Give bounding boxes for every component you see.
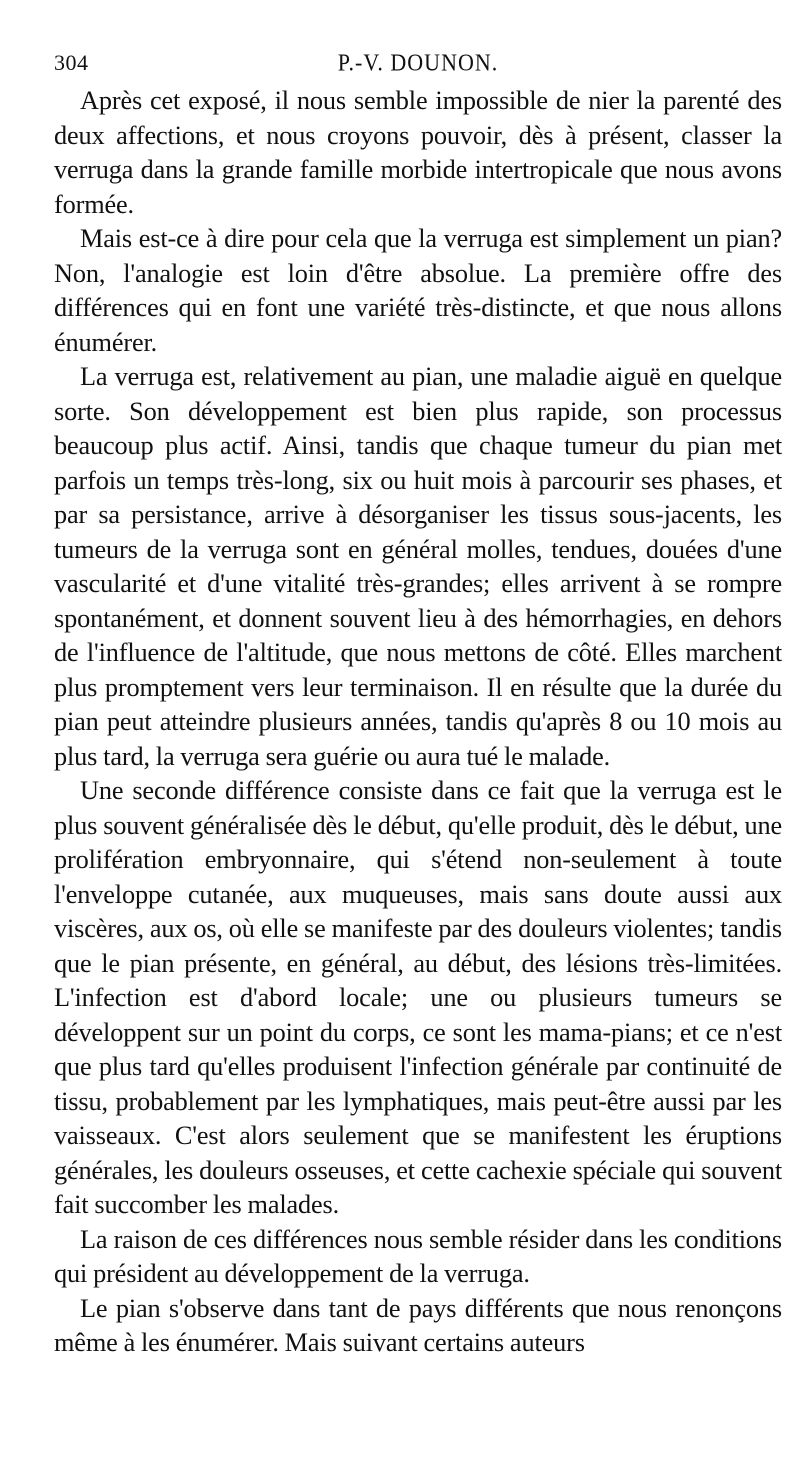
- paragraph: Le pian s'observe dans tant de pays différents que nous renonçons même à les énumérer. Mais suivant certains auteurs: [54, 1293, 782, 1357]
- running-title: P.-V. DOUNON.: [337, 48, 499, 76]
- paragraph: Une seconde différence consiste dans ce fait que la verruga est le plus souvent généralisée dès le début, qu'elle produit, dès le début, une prolifération embryonnaire, qui s'étend non-seulement à toute l'enveloppe cutanée, aux muqueuses, mais sans doute aussi aux viscères, aux os, où elle se manifeste par des douleurs violentes; tandis que le pian présente, en général, au début, des lésions très-limitées. L'infection est d'abord locale; une ou plusieurs tumeurs se développent sur un point du corps, ce sont les mama-pians; et ce n'est que plus tard qu'elles produisent l'infection générale par continuité de tissu, probablement par les lymphatiques, mais peut-être aussi par les vaisseaux. C'est alors seulement que se manifestent les éruptions générales, les douleurs osseuses, et cette cachexie spéciale qui souvent fait succomber les malades.: [54, 776, 782, 1219]
- paragraph: Mais est-ce à dire pour cela que la verruga est simplement un pian? Non, l'analogie est loin d'être absolue. La première offre des différences qui en font une variété très-distincte, et que nous allons énumérer.: [54, 224, 782, 357]
- page-number: 304: [54, 50, 89, 75]
- paragraph: Après cet exposé, il nous semble impossible de nier la parenté des deux affections, et nous croyons pouvoir, dès à présent, classer la verruga dans la grande famille morbide intertropicale que nous avons formée.: [54, 86, 782, 219]
- body-text: [54, 84, 782, 1361]
- paragraph: La raison de ces différences nous semble résider dans les conditions qui président au développement de la verruga.: [54, 1224, 782, 1288]
- book-page: [54, 50, 782, 1361]
- running-head: [54, 50, 782, 84]
- paragraph: La verruga est, relativement au pian, une maladie aiguë en quelque sorte. Son développement est bien plus rapide, son processus beaucoup plus actif. Ainsi, tandis que chaque tumeur du pian met parfois un temps très-long, six ou huit mois à parcourir ses phases, et par sa persistance, arrive à désorganiser les tissus sous-jacents, les tumeurs de la verruga sont en général molles, tendues, douées d'une vascularité et d'une vitalité très-grandes; elles arrivent à se rompre spontanément, et donnent souvent lieu à des hémorrhagies, en dehors de l'influence de l'altitude, que nous mettons de côté. Elles marchent plus promptement vers leur terminaison. Il en résulte que la durée du pian peut atteindre plusieurs années, tandis qu'après 8 ou 10 mois au plus tard, la verruga sera guérie ou aura tué le malade.: [54, 362, 782, 771]
